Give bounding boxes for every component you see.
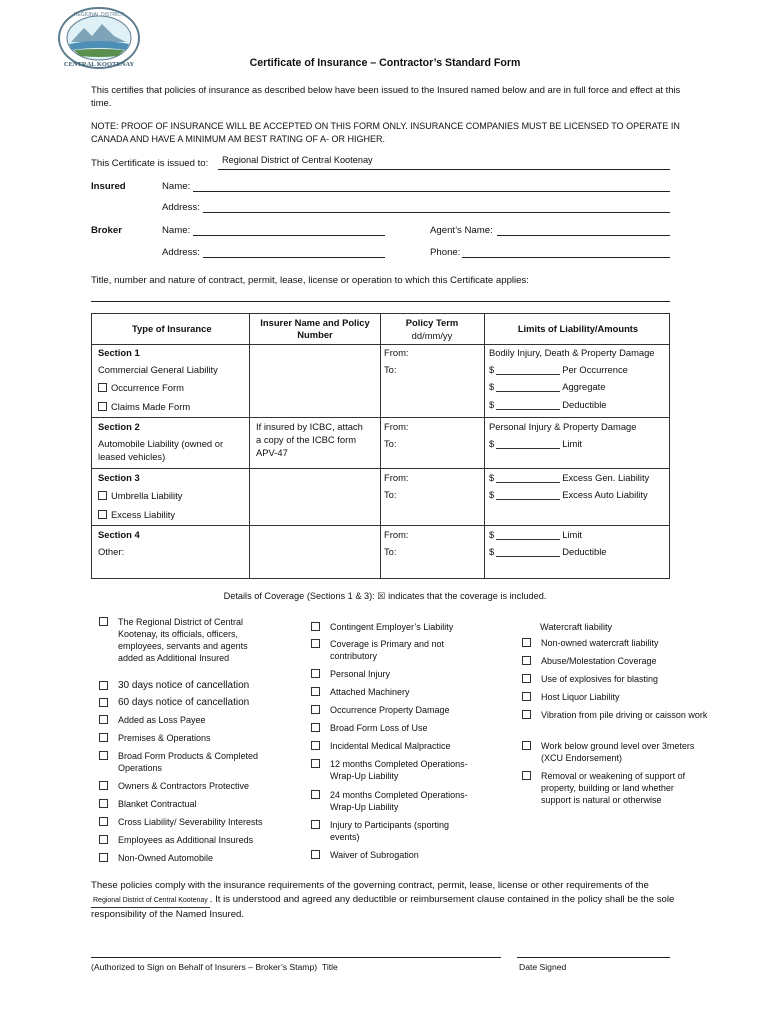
section2-title: Section 2	[98, 421, 140, 432]
s1-to-label: To:	[384, 364, 397, 375]
coverage-label: Abuse/Molestation Coverage	[541, 656, 657, 666]
agent-name-field[interactable]	[497, 235, 670, 236]
broker-address-field[interactable]	[203, 257, 385, 258]
checkbox[interactable]	[311, 639, 320, 648]
checkbox[interactable]	[311, 759, 320, 768]
checkbox[interactable]	[99, 698, 108, 707]
s1-aggregate: $ Aggregate	[489, 381, 606, 392]
date-signed-label: Date Signed	[519, 962, 567, 972]
broker-name-field[interactable]	[193, 235, 385, 236]
coverage-label: 30 days notice of cancellation	[118, 680, 250, 691]
s1-per-occurrence: $ Per Occurrence	[489, 364, 628, 375]
coverage-label: Broad Form Loss of Use	[330, 723, 428, 733]
coverage-label: Use of explosives for blasting	[541, 674, 659, 684]
section3-title: Section 3	[98, 472, 140, 483]
coverage-label: Personal Injury	[330, 669, 391, 679]
coverage-label: Incidental Medical Malpractice	[330, 741, 451, 751]
s2-to-label: To:	[384, 438, 397, 449]
checkbox[interactable]	[98, 491, 107, 500]
checkbox[interactable]	[311, 622, 320, 631]
s4-from-label: From:	[384, 529, 409, 540]
coverage-label: Coverage is Primary and not contributory	[330, 639, 445, 661]
checkbox[interactable]	[311, 850, 320, 859]
insured-address-field[interactable]	[203, 212, 670, 213]
icbc-note-line2: a copy of the ICBC form	[256, 434, 357, 445]
checkbox[interactable]	[311, 790, 320, 799]
checkbox[interactable]	[311, 820, 320, 829]
logo-top-text: REGIONAL DISTRICT	[73, 12, 125, 18]
amount-field[interactable]	[496, 530, 560, 540]
coverage-label: Employees as Additional Insureds	[118, 835, 254, 845]
coverage-label: Added as Loss Payee	[118, 715, 206, 725]
checkbox[interactable]	[99, 835, 108, 844]
section2-line1: Automobile Liability (owned or	[98, 438, 224, 449]
note-text: NOTE: PROOF OF INSURANCE WILL BE ACCEPTED ON THIS FORM ONLY. INSURANCE COMPANIES MUST BE LICENSED TO OPERATE IN CANADA AND HAVE A MINIMUM AM BEST RATING OF A- OR HIGHER.	[91, 121, 680, 144]
amount-field[interactable]	[496, 490, 560, 500]
coverage-label: Non-owned watercraft liability	[541, 638, 659, 648]
checkbox[interactable]	[99, 781, 108, 790]
checkbox[interactable]	[311, 705, 320, 714]
coverage-label: The Regional District of Central Kootenay, its officials, officers, employees, servants and agents added as Additional Insured	[118, 617, 248, 663]
amount-field[interactable]	[496, 439, 560, 449]
coverage-label: 12 months Completed Operations-Wrap-Up Liability	[330, 759, 468, 781]
checkbox[interactable]	[522, 741, 531, 750]
amount-field[interactable]	[496, 382, 560, 392]
broker-address-label: Address:	[162, 247, 200, 258]
checkbox[interactable]	[522, 710, 531, 719]
checkbox[interactable]	[99, 751, 108, 760]
issued-to-value[interactable]: Regional District of Central Kootenay	[222, 155, 373, 165]
logo-bottom-text: CENTRAL KOOTENAY	[63, 61, 135, 68]
checkbox[interactable]	[98, 383, 107, 392]
amount-field[interactable]	[496, 365, 560, 375]
icbc-note-line3: APV-47	[256, 447, 288, 458]
checkbox[interactable]	[99, 681, 108, 690]
s3-excess-gen: $ Excess Gen. Liability	[489, 472, 650, 483]
compliance-fill[interactable]: Regional District of Central Kootenay	[91, 894, 210, 909]
coverage-label: Vibration from pile driving or caisson work	[541, 710, 708, 720]
header-limits: Limits of Liability/Amounts	[517, 323, 639, 334]
insurance-table	[91, 313, 670, 579]
coverage-label: 24 months Completed Operations-Wrap-Up Liability	[330, 790, 468, 812]
checkbox[interactable]	[99, 799, 108, 808]
checkbox[interactable]	[522, 674, 531, 683]
icbc-note-line1: If insured by ICBC, attach	[256, 421, 363, 432]
checkbox[interactable]	[98, 402, 107, 411]
coverage-label: Removal or weakening of support of property, building or land whether support is natural or otherwise	[541, 771, 686, 805]
s2-limits-heading: Personal Injury & Property Damage	[489, 421, 637, 432]
s1-deductible: $ Deductible	[489, 399, 607, 410]
section4-title: Section 4	[98, 529, 140, 540]
excess-option[interactable]: Excess Liability	[98, 509, 175, 521]
coverage-label: Contingent Employer’s Liability	[330, 622, 454, 632]
section4-other: Other:	[98, 546, 125, 557]
checkbox[interactable]	[311, 669, 320, 678]
signature-label: (Authorized to Sign on Behalf of Insurers – Broker’s Stamp) Title	[91, 962, 338, 972]
coverage-label: Injury to Participants (sporting events)	[330, 820, 450, 842]
checkbox[interactable]	[98, 510, 107, 519]
watercraft-header: Watercraft liability	[540, 622, 613, 632]
header-term-format: dd/mm/yy	[411, 330, 453, 341]
page-title: Certificate of Insurance – Contractor’s Standard Form	[249, 57, 521, 69]
coverage-label: Premises & Operations	[118, 733, 211, 743]
intro-text: This certifies that policies of insurance as described below have been issued to the Insured named below and are in full force and effect at this time.	[91, 84, 681, 108]
s3-excess-auto: $ Excess Auto Liability	[489, 489, 648, 500]
broker-heading: Broker	[91, 225, 122, 236]
checkbox[interactable]	[99, 715, 108, 724]
date-line[interactable]	[517, 957, 670, 958]
issued-to-label: This Certificate is issued to:	[91, 158, 209, 169]
coverage-label: Work below ground level over 3meters (XCU Endorsement)	[541, 741, 695, 763]
coverage-label: Non-Owned Automobile	[118, 853, 214, 863]
checkbox[interactable]	[522, 638, 531, 647]
agent-name-label: Agent’s Name:	[430, 225, 493, 236]
s1-from-label: From:	[384, 347, 409, 358]
claims-made-option[interactable]: Claims Made Form	[98, 401, 190, 413]
coverage-label: Blanket Contractual	[118, 799, 197, 809]
s2-limit: $ Limit	[489, 438, 583, 449]
compliance-text: These policies comply with the insurance requirements of the governing contract, permit, lease, license or other requirements of the Regional District of Central Kootenay . It is understood and agreed any deductible or reimbursement clause contained in the policy shall be the sole responsibility of the Named Insured.	[91, 880, 675, 920]
coverage-label: Owners & Contractors Protective	[118, 781, 250, 791]
coverage-label: Host Liquor Liability	[541, 692, 620, 702]
checkbox[interactable]	[311, 687, 320, 696]
coverage-label: Attached Machinery	[330, 687, 410, 697]
coverage-label: Cross Liability/ Severability Interests	[118, 817, 263, 827]
checkbox[interactable]	[99, 617, 108, 626]
insured-address-label: Address:	[162, 202, 200, 213]
header-type: Type of Insurance	[132, 323, 212, 334]
checkbox[interactable]	[311, 741, 320, 750]
section2-line2: leased vehicles)	[98, 451, 166, 462]
header-term: Policy Term	[405, 317, 459, 328]
umbrella-option[interactable]: Umbrella Liability	[98, 490, 182, 502]
s4-deductible: $ Deductible	[489, 546, 607, 557]
checkbox[interactable]	[99, 853, 108, 862]
checkbox[interactable]	[311, 723, 320, 732]
s4-limit: $ Limit	[489, 529, 583, 540]
checkbox[interactable]	[522, 656, 531, 665]
amount-field[interactable]	[496, 400, 560, 410]
coverage-label: Broad Form Products & Completed Operations	[118, 751, 259, 773]
contract-field[interactable]	[91, 301, 670, 302]
insured-name-label: Name:	[162, 181, 191, 192]
contract-label: Title, number and nature of contract, permit, lease, license or operation to which this Certificate applies:	[91, 275, 529, 286]
checkbox[interactable]	[522, 771, 531, 780]
occurrence-form-option[interactable]: Occurrence Form	[98, 382, 184, 394]
broker-name-label: Name:	[162, 225, 191, 236]
s4-to-label: To:	[384, 546, 397, 557]
s1-limits-heading: Bodily Injury, Death & Property Damage	[489, 347, 655, 358]
s3-to-label: To:	[384, 489, 397, 500]
coverage-label: 60 days notice of cancellation	[118, 697, 250, 708]
coverage-label: Waiver of Subrogation	[330, 850, 419, 860]
insured-heading: Insured	[91, 181, 126, 192]
insured-name-field[interactable]	[193, 191, 670, 192]
amount-field[interactable]	[496, 547, 560, 557]
amount-field[interactable]	[496, 473, 560, 483]
checkbox[interactable]	[99, 817, 108, 826]
issued-to-line	[218, 169, 670, 170]
checkbox[interactable]	[522, 692, 531, 701]
s2-from-label: From:	[384, 421, 409, 432]
details-heading: Details of Coverage (Sections 1 & 3): ☒ indicates that the coverage is included.	[223, 591, 547, 601]
s3-from-label: From:	[384, 472, 409, 483]
coverage-label: Occurrence Property Damage	[330, 705, 450, 715]
checkbox[interactable]	[99, 733, 108, 742]
section1-title: Section 1	[98, 347, 140, 358]
header-insurer: Insurer Name and Policy Number	[260, 317, 370, 340]
phone-field[interactable]	[462, 257, 670, 258]
signature-line[interactable]	[91, 957, 501, 958]
phone-label: Phone:	[430, 247, 461, 258]
section1-line: Commercial General Liability	[98, 364, 218, 375]
